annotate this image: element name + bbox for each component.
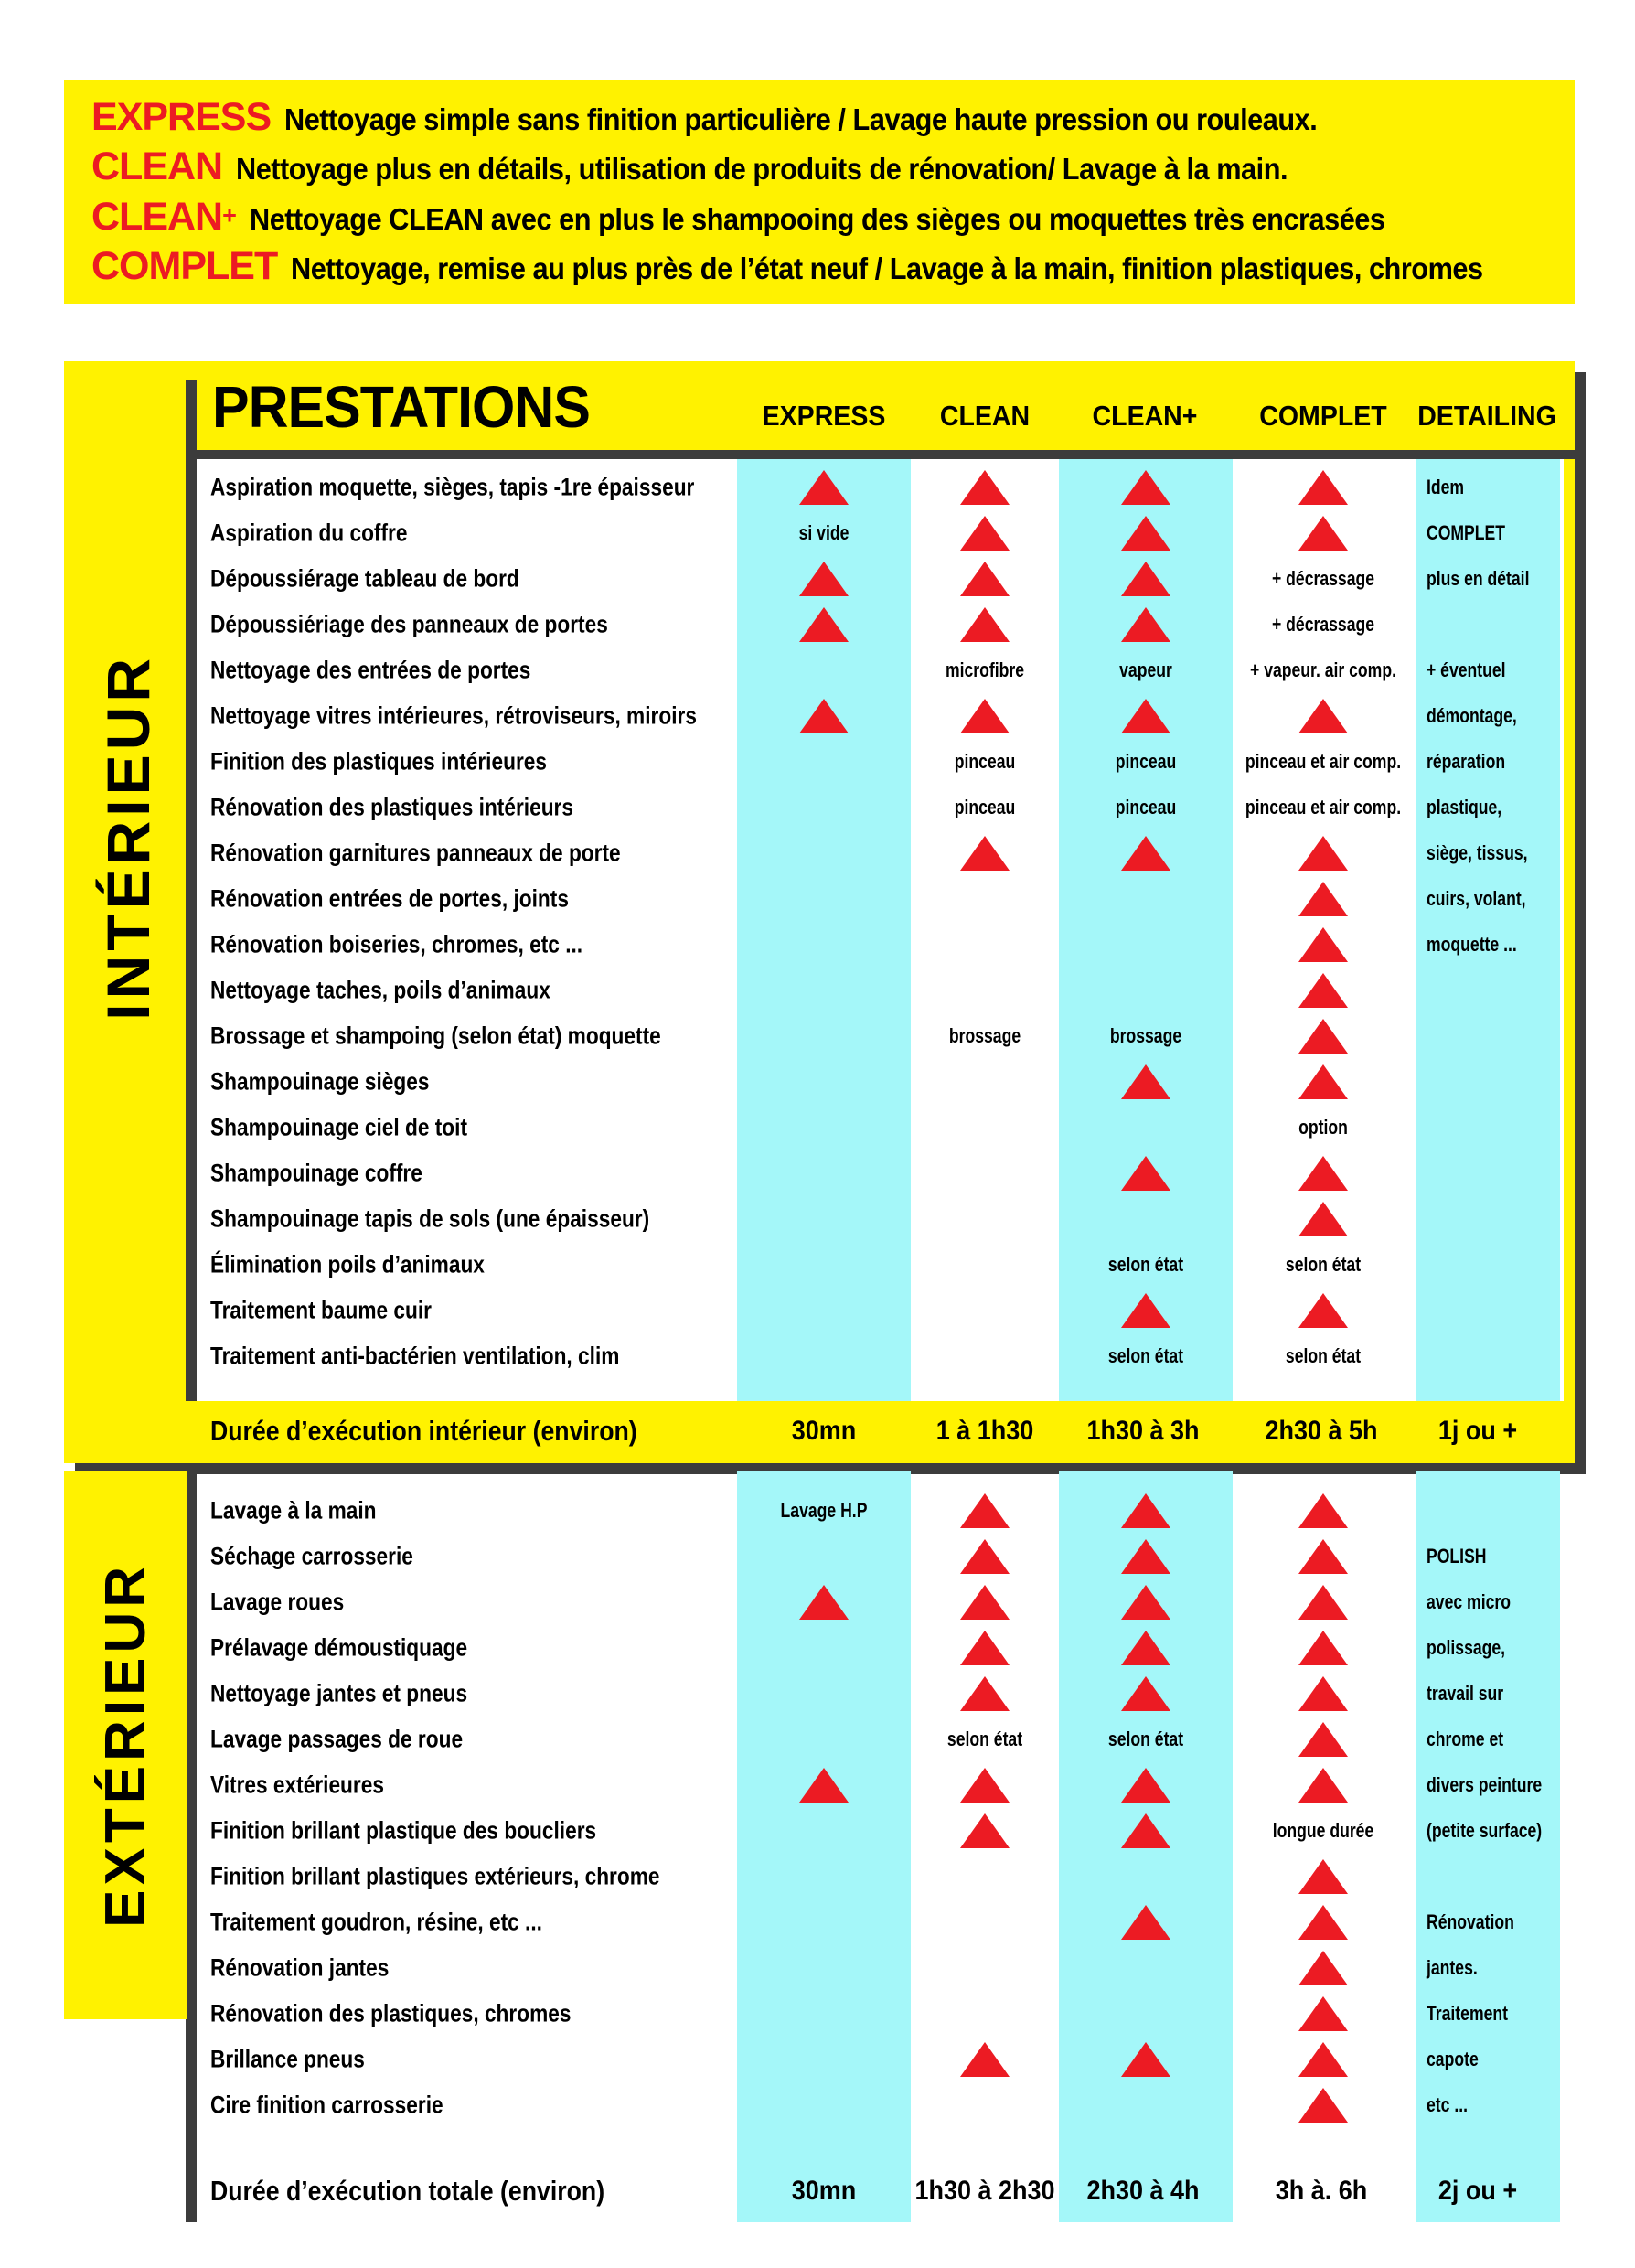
service-row-label: Lavage passages de roue <box>210 1725 464 1753</box>
cell-note: moquette ... <box>1427 933 1517 956</box>
included-triangle-icon <box>960 470 1010 505</box>
service-row-label: Rénovation jantes <box>210 1953 390 1982</box>
included-triangle-icon <box>1298 699 1348 733</box>
cell-note: cuirs, volant, <box>1427 887 1526 910</box>
included-triangle-icon <box>1298 1768 1348 1803</box>
cell-note: microfibre <box>945 658 1025 681</box>
included-triangle-icon <box>1298 1202 1348 1236</box>
service-row-label: Dépoussiérage tableau de bord <box>210 564 519 593</box>
cell-note: pinceau <box>954 750 1016 773</box>
legend-box <box>64 80 1575 304</box>
cell-note: + décrassage <box>1271 567 1375 590</box>
stripe-detailing-interior <box>1416 459 1560 1401</box>
included-triangle-icon <box>1298 1905 1348 1940</box>
cell-note: si vide <box>798 521 850 544</box>
included-triangle-icon <box>960 1585 1010 1620</box>
included-triangle-icon <box>960 1768 1010 1803</box>
interior-section-label: INTÉRIEUR <box>94 653 162 1021</box>
included-triangle-icon <box>1298 1156 1348 1191</box>
cell-note: pinceau et air comp. <box>1245 796 1402 818</box>
legend-line-clean-plus <box>91 194 1566 239</box>
service-row-label: Shampouinage sièges <box>210 1067 430 1096</box>
interior-duration-value: 2h30 à 5h <box>1265 1416 1378 1446</box>
service-row-label: Rénovation boiseries, chromes, etc ... <box>210 930 583 958</box>
cell-note: siège, tissus, <box>1427 841 1528 864</box>
service-row-label: Nettoyage jantes et pneus <box>210 1679 468 1707</box>
cell-note: + vapeur. air comp. <box>1250 658 1396 681</box>
included-triangle-icon <box>960 607 1010 642</box>
included-triangle-icon <box>1298 1019 1348 1054</box>
cell-note: pinceau et air comp. <box>1245 750 1402 773</box>
legend-label-express: EXPRESS <box>91 95 272 140</box>
included-triangle-icon <box>1298 1493 1348 1528</box>
cell-note: etc ... <box>1427 2093 1468 2116</box>
cell-note: polissage, <box>1427 1636 1506 1659</box>
service-row-label: Rénovation entrées de portes, joints <box>210 884 569 913</box>
cell-note: jantes. <box>1427 1956 1478 1979</box>
included-triangle-icon <box>799 1585 849 1620</box>
included-triangle-icon <box>960 699 1010 733</box>
included-triangle-icon <box>1298 2042 1348 2077</box>
included-triangle-icon <box>799 607 849 642</box>
exterior-duration-value: 2j ou + <box>1437 2176 1518 2206</box>
cell-note: selon état <box>946 1728 1023 1750</box>
service-row-label: Traitement anti-bactérien ventilation, clim <box>210 1342 620 1370</box>
cell-note: divers peinture <box>1427 1773 1543 1796</box>
legend-text: Nettoyage simple sans finition particulière / Lavage haute pression ou rouleaux. <box>283 102 1317 137</box>
legend-line-clean <box>91 144 1566 189</box>
cell-note: plastique, <box>1427 796 1502 818</box>
service-row-label: Nettoyage vitres intérieures, rétroviseurs, miroirs <box>210 701 697 730</box>
cell-note: pinceau <box>1115 750 1177 773</box>
included-triangle-icon <box>1121 1156 1170 1191</box>
included-triangle-icon <box>1121 1493 1170 1528</box>
service-row-label: Traitement baume cuir <box>210 1296 432 1324</box>
legend-sup-plus: + <box>222 201 237 230</box>
exterior-duration-value: 30mn <box>791 2176 857 2206</box>
included-triangle-icon <box>1121 699 1170 733</box>
included-triangle-icon <box>960 1813 1010 1848</box>
service-row-label: Finition des plastiques intérieures <box>210 747 547 776</box>
cell-note: Traitement <box>1427 2002 1509 2025</box>
service-row-label: Finition brillant plastique des boucliers <box>210 1816 597 1845</box>
service-row-label: Shampouinage ciel de toit <box>210 1113 468 1141</box>
included-triangle-icon <box>1298 1539 1348 1574</box>
cell-note: démontage, <box>1427 704 1517 727</box>
cell-note: brossage <box>948 1024 1021 1047</box>
included-triangle-icon <box>960 836 1010 871</box>
included-triangle-icon <box>1298 1722 1348 1757</box>
interior-duration-label: Durée d’exécution intérieur (environ) <box>210 1415 637 1447</box>
cell-note: Lavage H.P <box>780 1499 868 1522</box>
page-title: PRESTATIONS <box>212 374 590 440</box>
included-triangle-icon <box>1298 836 1348 871</box>
included-triangle-icon <box>960 2042 1010 2077</box>
cell-note: (petite surface) <box>1427 1819 1543 1842</box>
interior-duration-value: 30mn <box>791 1416 857 1446</box>
included-triangle-icon <box>1121 516 1170 551</box>
exterior-duration-value: 3h à. 6h <box>1275 2176 1368 2206</box>
included-triangle-icon <box>1298 1293 1348 1328</box>
cell-note: POLISH <box>1427 1545 1487 1567</box>
cell-note: capote <box>1427 2048 1479 2070</box>
service-row-label: Rénovation garnitures panneaux de porte <box>210 839 621 867</box>
included-triangle-icon <box>1121 836 1170 871</box>
legend-line-complet <box>91 243 1566 288</box>
cell-note: selon état <box>1107 1728 1184 1750</box>
column-header-express: EXPRESS <box>762 400 886 432</box>
exterior-section-strip <box>64 1471 187 2019</box>
service-row-label: Aspiration moquette, sièges, tapis -1re épaisseur <box>210 473 695 501</box>
legend-line-express <box>91 95 1566 140</box>
cell-note: plus en détail <box>1427 567 1530 590</box>
legend-text: Nettoyage, remise au plus près de l’état neuf / Lavage à la main, finition plastiques, chromes <box>290 251 1483 285</box>
cell-note: vapeur <box>1119 658 1172 681</box>
service-row-label: Shampouinage tapis de sols (une épaisseur) <box>210 1204 650 1233</box>
cell-note: chrome et <box>1427 1728 1504 1750</box>
legend-text: Nettoyage plus en détails, utilisation de produits de rénovation/ Lavage à la main. <box>235 152 1288 187</box>
legend-text: Nettoyage CLEAN avec en plus le shampooing des sièges ou moquettes très encrasées <box>250 201 1385 236</box>
column-header-complet: COMPLET <box>1259 400 1387 432</box>
included-triangle-icon <box>1298 470 1348 505</box>
included-triangle-icon <box>1121 607 1170 642</box>
included-triangle-icon <box>1298 1951 1348 1985</box>
included-triangle-icon <box>1298 1859 1348 1894</box>
stripe-express-interior <box>737 459 911 1401</box>
cell-note: Rénovation <box>1427 1910 1514 1933</box>
included-triangle-icon <box>799 562 849 596</box>
service-row-label: Cire finition carrosserie <box>210 2091 443 2119</box>
included-triangle-icon <box>1121 2042 1170 2077</box>
included-triangle-icon <box>1298 1676 1348 1711</box>
included-triangle-icon <box>1121 562 1170 596</box>
service-row-label: Nettoyage des entrées de portes <box>210 656 531 684</box>
column-header-clean: CLEAN <box>939 400 1031 432</box>
interior-section-strip <box>64 457 192 1216</box>
included-triangle-icon <box>1121 1539 1170 1574</box>
included-triangle-icon <box>1121 1631 1170 1665</box>
included-triangle-icon <box>799 470 849 505</box>
header-bottom-shadow <box>197 450 1575 459</box>
cell-note: réparation <box>1427 750 1506 773</box>
included-triangle-icon <box>1298 1996 1348 2031</box>
service-row-label: Rénovation des plastiques, chromes <box>210 1999 572 2027</box>
service-row-label: Lavage à la main <box>210 1496 377 1524</box>
interior-duration-value: 1h30 à 3h <box>1086 1416 1200 1446</box>
included-triangle-icon <box>1121 1768 1170 1803</box>
cell-note: + décrassage <box>1271 613 1375 636</box>
cell-note: pinceau <box>1115 796 1177 818</box>
interior-duration-value: 1 à 1h30 <box>935 1416 1034 1446</box>
cell-note: longue durée <box>1272 1819 1374 1842</box>
exterior-duration-value: 2h30 à 4h <box>1086 2176 1200 2206</box>
exterior-duration-value: 1h30 à 2h30 <box>914 2176 1055 2206</box>
cell-note: + éventuel <box>1427 658 1506 681</box>
included-triangle-icon <box>1121 1064 1170 1099</box>
stripe-express-exterior <box>737 1471 911 2222</box>
cell-note: selon état <box>1285 1344 1362 1367</box>
legend-label-complet: COMPLET <box>91 243 278 288</box>
included-triangle-icon <box>1121 1676 1170 1711</box>
service-row-label: Nettoyage taches, poils d’animaux <box>210 976 550 1004</box>
service-row-label: Brillance pneus <box>210 2045 365 2073</box>
included-triangle-icon <box>960 1676 1010 1711</box>
service-row-label: Traitement goudron, résine, etc ... <box>210 1908 542 1936</box>
included-triangle-icon <box>1121 1293 1170 1328</box>
legend-label-clean: CLEAN <box>91 144 223 189</box>
service-row-label: Vitres extérieures <box>210 1771 384 1799</box>
cell-note: COMPLET <box>1427 521 1506 544</box>
cell-note: selon état <box>1285 1253 1362 1276</box>
included-triangle-icon <box>960 516 1010 551</box>
cell-note: avec micro <box>1427 1590 1511 1613</box>
service-row-label: Brossage et shampoing (selon état) moquette <box>210 1022 661 1050</box>
included-triangle-icon <box>1298 516 1348 551</box>
included-triangle-icon <box>1121 1905 1170 1940</box>
included-triangle-icon <box>1298 1064 1348 1099</box>
cell-note: selon état <box>1107 1344 1184 1367</box>
included-triangle-icon <box>1298 1585 1348 1620</box>
included-triangle-icon <box>960 1631 1010 1665</box>
service-row-label: Rénovation des plastiques intérieurs <box>210 793 574 821</box>
cell-note: pinceau <box>954 796 1016 818</box>
exterior-duration-label: Durée d’exécution totale (environ) <box>210 2175 605 2207</box>
included-triangle-icon <box>960 1539 1010 1574</box>
cell-note: selon état <box>1107 1253 1184 1276</box>
column-header-detailing: DETAILING <box>1417 400 1556 432</box>
cell-note: brossage <box>1109 1024 1182 1047</box>
column-header-clean-plus: CLEAN+ <box>1092 400 1198 432</box>
included-triangle-icon <box>1121 1813 1170 1848</box>
included-triangle-icon <box>960 562 1010 596</box>
cell-note: Idem <box>1427 476 1465 498</box>
included-triangle-icon <box>1121 470 1170 505</box>
included-triangle-icon <box>1298 882 1348 916</box>
cell-note: option <box>1298 1116 1348 1139</box>
included-triangle-icon <box>1121 1585 1170 1620</box>
included-triangle-icon <box>1298 927 1348 962</box>
included-triangle-icon <box>1298 1631 1348 1665</box>
included-triangle-icon <box>799 699 849 733</box>
service-row-label: Finition brillant plastiques extérieurs, chrome <box>210 1862 660 1890</box>
service-row-label: Dépoussiériage des panneaux de portes <box>210 610 608 638</box>
included-triangle-icon <box>960 1493 1010 1528</box>
cell-note: travail sur <box>1427 1682 1504 1705</box>
service-row-label: Prélavage démoustiquage <box>210 1633 468 1662</box>
legend-label-clean-plus: CLEAN <box>91 194 223 239</box>
included-triangle-icon <box>799 1768 849 1803</box>
included-triangle-icon <box>1298 2088 1348 2123</box>
service-row-label: Shampouinage coffre <box>210 1159 422 1187</box>
included-triangle-icon <box>1298 973 1348 1008</box>
service-row-label: Élimination poils d’animaux <box>210 1250 485 1278</box>
exterior-section-label: EXTÉRIEUR <box>94 1562 157 1928</box>
service-row-label: Aspiration du coffre <box>210 519 408 547</box>
service-row-label: Séchage carrosserie <box>210 1542 413 1570</box>
interior-duration-value: 1j ou + <box>1437 1416 1518 1446</box>
service-row-label: Lavage roues <box>210 1588 345 1616</box>
